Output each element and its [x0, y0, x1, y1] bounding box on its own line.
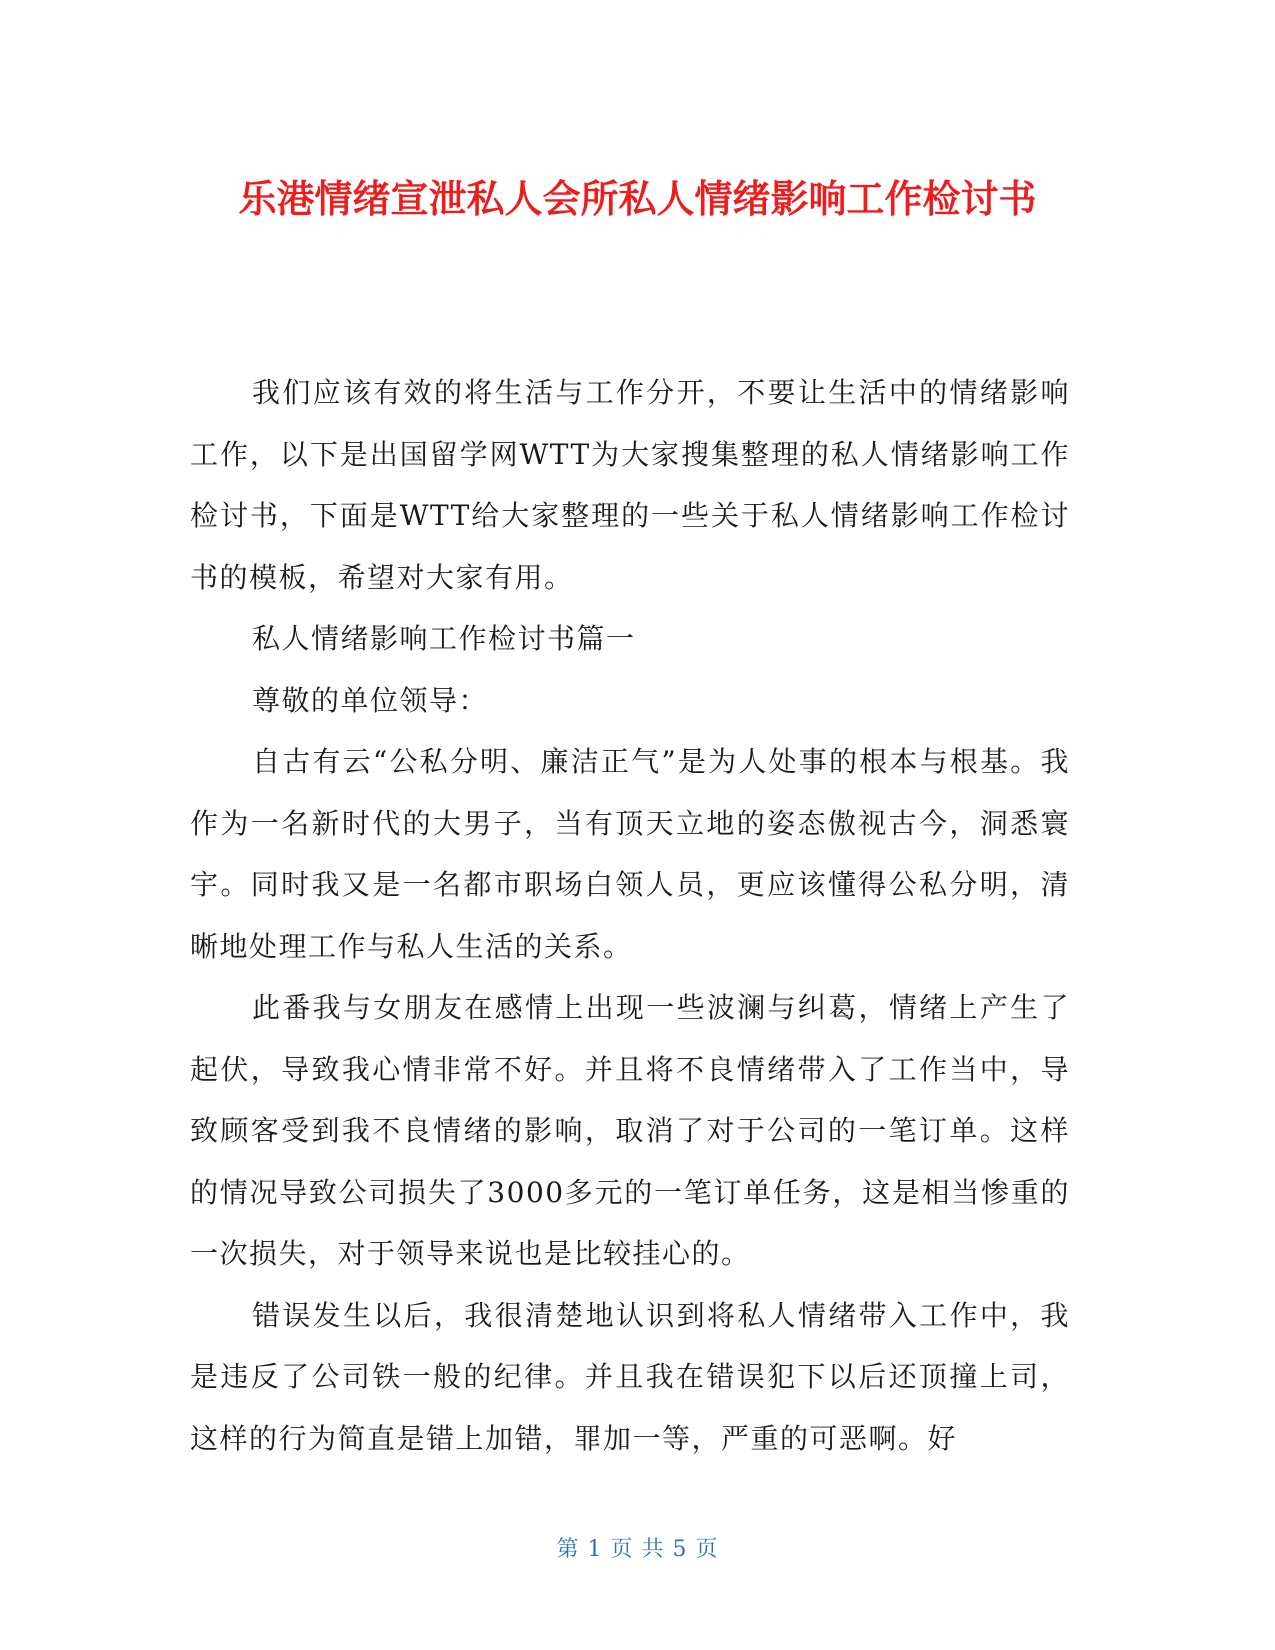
current-page-number: 1	[587, 1537, 603, 1562]
salutation: 尊敬的单位领导：	[252, 683, 489, 717]
document-body	[190, 362, 1070, 1469]
total-pages-number: 5	[672, 1537, 688, 1562]
paragraph: 此番我与女朋友在感情上出现一些波澜与纠葛，情绪上产生了起伏，导致我心情非常不好。并且将不良情绪带入了工作当中，导致顾客受到我不良情绪的影响，取消了对于公司的一笔订单。这样的情况导致公司损失了3000多元的一笔订单任务，这是相当惨重的一次损失，对于领导来说也是比较挂心的。	[190, 991, 1070, 1270]
document-title: 乐港情绪宣泄私人会所私人情绪影响工作检讨书	[238, 177, 1037, 221]
paragraph: 自古有云“公私分明、廉洁正气”是为人处事的根本与根基。我作为一名新时代的大男子，当有顶天立地的姿态傲视古今，洞悉寰宇。同时我又是一名都市职场白领人员，更应该懂得公私分明，清晰地处理工作与私人生活的关系。	[190, 745, 1070, 963]
paragraph: 错误发生以后，我很清楚地认识到将私人情绪带入工作中，我是违反了公司铁一般的纪律。并且我在错误犯下以后还顶撞上司，这样的行为简直是错上加错，罪加一等，严重的可恶啊。好	[190, 1298, 1070, 1455]
page-footer	[0, 1532, 1275, 1563]
paragraph-intro: 我们应该有效的将生活与工作分开，不要让生活中的情绪影响工作，以下是出国留学网WTT为大家搜集整理的私人情绪影响工作检讨书，下面是WTT给大家整理的一些关于私人情绪影响工作检讨书的模板，希望对大家有用。	[190, 376, 1070, 594]
footer-middle: 页 共	[610, 1537, 665, 1562]
section-heading: 私人情绪影响工作检讨书篇一	[252, 622, 636, 655]
footer-prefix: 第	[556, 1537, 580, 1562]
footer-suffix: 页	[695, 1537, 719, 1562]
